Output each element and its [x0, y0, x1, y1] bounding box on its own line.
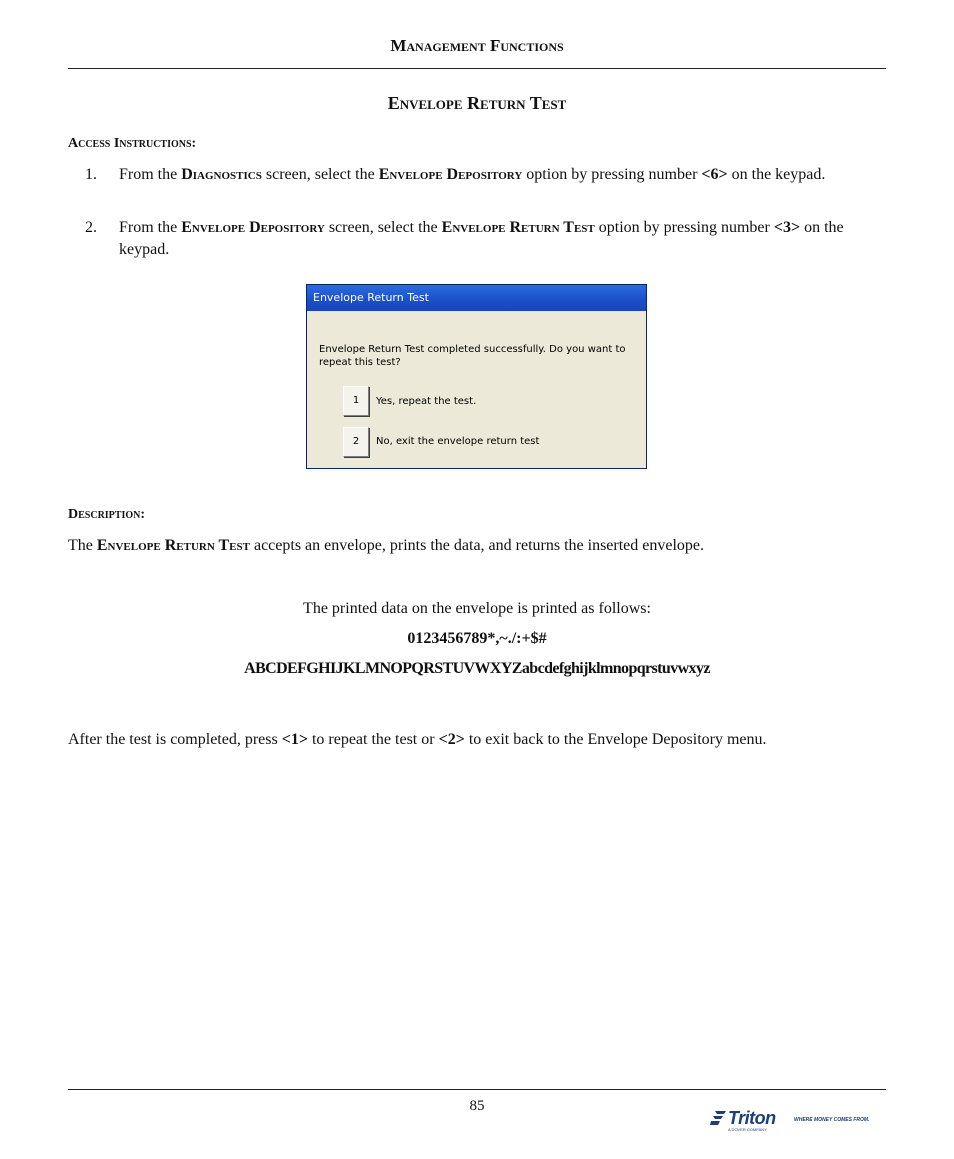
- step-text: From the Envelope Depository screen, select the Envelope Return Test option by pressing number <3> on the keypad.: [119, 219, 844, 258]
- logo-tagline: WHERE MONEY COMES FROM.: [794, 1117, 870, 1123]
- step-1: [85, 164, 886, 186]
- dialog-titlebar: Envelope Return Test: [307, 285, 646, 311]
- step-number: 2.: [85, 219, 97, 236]
- description-text: The Envelope Return Test accepts an envelope, prints the data, and returns the inserted envelope.: [68, 537, 705, 554]
- step-number: 1.: [85, 166, 97, 183]
- access-instructions-heading: Access Instructions:: [68, 136, 197, 151]
- description-heading: Description:: [68, 507, 146, 522]
- step-2: [85, 217, 886, 261]
- after-test-text: After the test is completed, press <1> to repeat the test or <2> to exit back to the Envelope Depository menu.: [68, 731, 767, 748]
- page-number: 85: [469, 1098, 485, 1114]
- logo-wordmark: Triton: [728, 1108, 776, 1128]
- triton-mark-icon: [710, 1111, 726, 1125]
- step-text: From the Diagnostics screen, select the Envelope Depository option by pressing number <6> on the keypad.: [119, 166, 826, 183]
- dialog-message: Envelope Return Test completed successfully. Do you want to repeat this test?: [319, 344, 626, 368]
- footer-rule: [68, 1089, 886, 1090]
- logo-subline: A DOVER COMPANY: [728, 1127, 767, 1132]
- repeat-test-button[interactable]: 1: [343, 386, 369, 416]
- page-title: Envelope Return Test: [387, 93, 567, 113]
- envelope-return-test-dialog: [306, 284, 647, 469]
- printed-data-intro: The printed data on the envelope is printed as follows:: [303, 600, 651, 617]
- printed-data-line-1: 0123456789*,~./:+$#: [407, 630, 547, 647]
- triton-logo: [710, 1108, 880, 1132]
- exit-test-button[interactable]: 2: [343, 427, 369, 457]
- printed-data-line-2: ABCDEFGHIJKLMNOPQRSTUVWXYZabcdefghijklmnopqrstuvwxyz: [244, 660, 710, 677]
- running-header: Management Functions: [390, 36, 564, 55]
- repeat-test-label: Yes, repeat the test.: [376, 396, 477, 407]
- exit-test-label: No, exit the envelope return test: [376, 436, 540, 447]
- header-rule: [68, 68, 886, 69]
